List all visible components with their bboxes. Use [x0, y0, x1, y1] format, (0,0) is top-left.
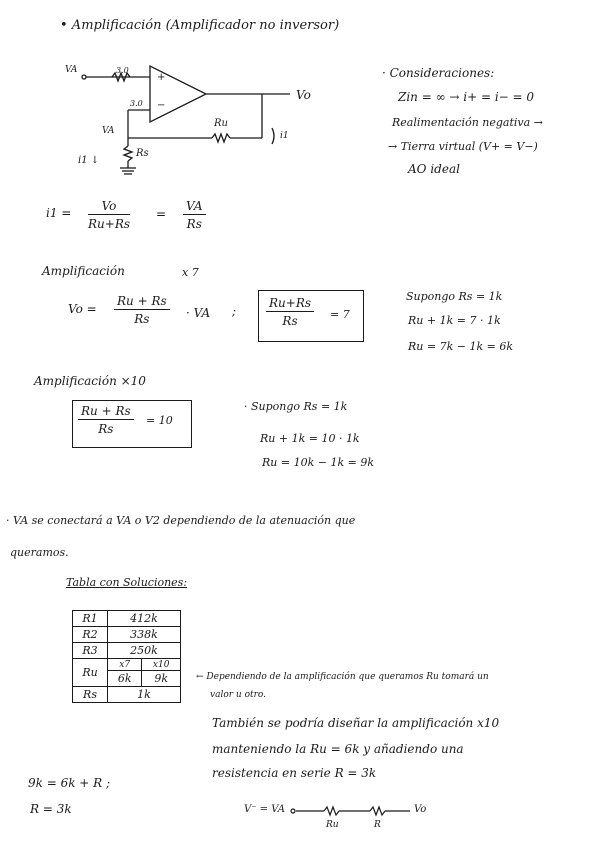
- circuit-ru-label: Ru: [214, 118, 228, 129]
- table-cell-value: 412k: [108, 611, 181, 627]
- i1-fraction-1: [88, 199, 130, 231]
- paragraph-line: resistencia en serie R = 3k: [212, 766, 377, 780]
- calc-line: R = 3k: [30, 802, 72, 816]
- equals-sign: =: [156, 207, 167, 221]
- page-title: • Amplificación (Amplificador no inversor): [60, 18, 340, 33]
- table-row: [73, 627, 181, 643]
- amp7-vo: Vo =: [68, 302, 97, 316]
- opamp-plus-label: +: [157, 72, 166, 83]
- amp7-suppose-line: Supongo Rs = 1k: [406, 290, 503, 303]
- amp7-heading: Amplificación: [42, 264, 125, 278]
- fraction-denominator: Rs: [282, 314, 298, 328]
- considerations-heading: · Consideraciones:: [382, 66, 495, 80]
- connection-note-line: · VA se conectará a VA o V2 dependiendo de la atenuación que: [6, 514, 356, 527]
- amp7-suppose-line: Ru = 7k − 1k = 6k: [408, 340, 513, 353]
- fraction-denominator: Ru+Rs: [88, 217, 131, 231]
- amp7-fraction: [114, 294, 170, 326]
- table-cell-value: 6k: [108, 671, 142, 687]
- table-row: [73, 643, 181, 659]
- series-r-label: R: [374, 820, 381, 830]
- connection-note-line: queramos.: [10, 546, 69, 559]
- table-cell-label: R2: [73, 627, 108, 643]
- amp10-heading: Amplificación ×10: [34, 374, 146, 388]
- table-cell-label: R3: [73, 643, 108, 659]
- series-vminus: V⁻ = VA: [244, 804, 286, 815]
- series-sketch: [291, 807, 410, 815]
- amp10-suppose-line: Ru = 10k − 1k = 9k: [262, 456, 374, 469]
- table-arrow-note: valor u otro.: [210, 690, 267, 700]
- series-vo-label: Vo: [414, 804, 427, 815]
- fraction-numerator: Ru+Rs: [266, 296, 314, 312]
- table-cell-value: 250k: [108, 643, 181, 659]
- fraction-denominator: Rs: [98, 422, 114, 436]
- amp7-semicolon: ;: [232, 304, 237, 318]
- table-row: [73, 659, 181, 671]
- table-cell-value: 9k: [142, 671, 181, 687]
- table-row: [73, 687, 181, 703]
- circuit-resistor-top-label: 3.0: [116, 66, 129, 75]
- table-cell-label: Ru: [73, 659, 108, 687]
- series-ru-label: Ru: [326, 820, 339, 830]
- circuit-i1-down-label: i1 ↓: [78, 155, 100, 166]
- solutions-table: [72, 610, 181, 703]
- amp10-box-eq: = 10: [146, 414, 173, 427]
- i1-equation-lhs: i1 =: [46, 206, 72, 220]
- circuit-rs-label: Rs: [136, 148, 149, 159]
- circuit-va-label: VA: [65, 65, 78, 75]
- amp7-factor: x 7: [182, 266, 199, 279]
- table-col-header: x10: [142, 659, 181, 671]
- amp10-suppose-line: Ru + 1k = 10 · 1k: [260, 432, 360, 445]
- amp7-box-eq: = 7: [330, 308, 350, 321]
- circuit-resistor-mid-label: 3.0: [130, 99, 143, 108]
- fraction-denominator: Rs: [134, 312, 150, 326]
- opamp-minus-label: −: [157, 100, 166, 111]
- circuit-vo-label: Vo: [296, 88, 311, 102]
- amp10-suppose-line: · Supongo Rs = 1k: [244, 400, 348, 413]
- fraction-numerator: Vo: [88, 199, 130, 215]
- consideration-line: Zin = ∞ → i+ = i− = 0: [398, 90, 535, 104]
- consideration-line: → Tierra virtual (V+ = V−): [388, 140, 538, 153]
- amp7-boxed-fraction: [266, 296, 314, 328]
- paragraph-line: manteniendo la Ru = 6k y añadiendo una: [212, 742, 464, 756]
- fraction-numerator: VA: [183, 199, 206, 215]
- table-row: [73, 611, 181, 627]
- consideration-line: AO ideal: [408, 162, 460, 176]
- circuit-i1-label: i1: [280, 131, 289, 141]
- table-arrow-note: ← Dependiendo de la amplificación que queramos Ru tomará un: [196, 672, 489, 682]
- table-cell-value: 338k: [108, 627, 181, 643]
- table-cell-value: 1k: [108, 687, 181, 703]
- paragraph-line: También se podría diseñar la amplificación x10: [212, 716, 500, 730]
- i1-fraction-2: [183, 199, 206, 231]
- table-col-header: x7: [108, 659, 142, 671]
- fraction-denominator: Rs: [186, 217, 202, 231]
- amp7-times-va: · VA: [186, 306, 211, 320]
- table-cell-label: Rs: [73, 687, 108, 703]
- consideration-line: Realimentación negativa →: [392, 116, 543, 129]
- fraction-numerator: Ru + Rs: [78, 404, 134, 420]
- fraction-numerator: Ru + Rs: [114, 294, 170, 310]
- amp7-suppose-line: Ru + 1k = 7 · 1k: [408, 314, 501, 327]
- amp10-boxed-fraction: [78, 404, 134, 436]
- table-heading: Tabla con Soluciones:: [66, 576, 188, 589]
- circuit-va-node-label: VA: [102, 126, 115, 136]
- calc-line: 9k = 6k + R ;: [28, 776, 111, 790]
- table-cell-label: R1: [73, 611, 108, 627]
